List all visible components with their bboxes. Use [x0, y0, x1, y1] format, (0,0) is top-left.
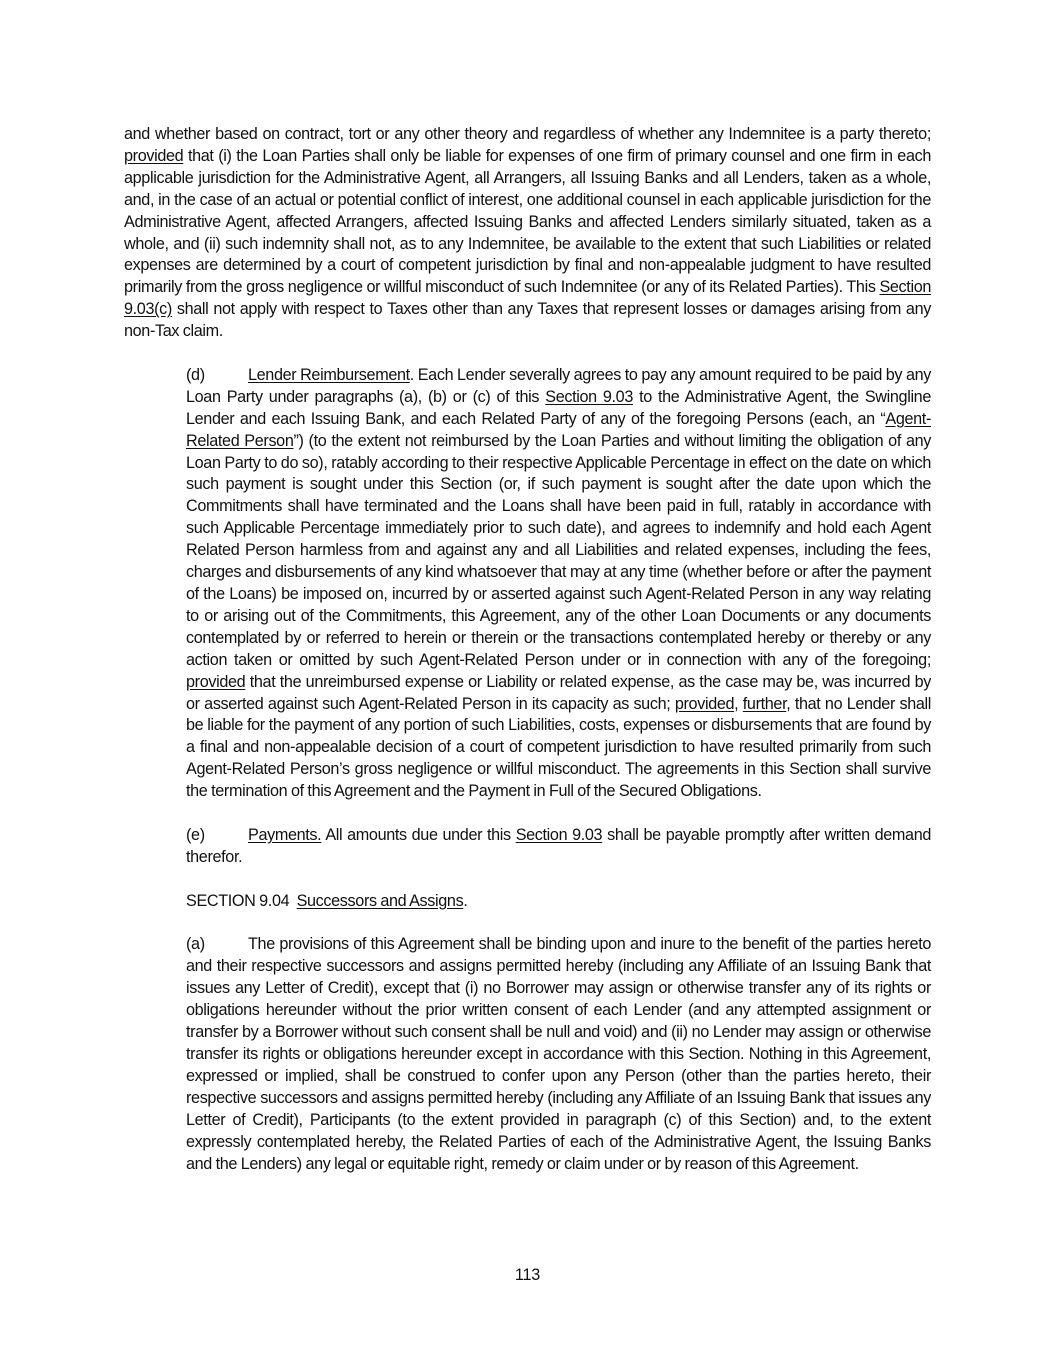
subsection-heading: Lender Reimbursement — [248, 365, 410, 384]
text-run: ”) (to the extent not reimbursed by the Loan Parties and without limiting the obligation of any Loan Party to do so), ratably according to their respective Applicable Percentage in effect on the date on which such payment is sought under this Section (or, if such payment is sought after the date upon which the Commitments shall have terminated and the Loans shall have been paid in full, ratably in accordance with such Applicable Percentage immediately prior to such date), and agrees to indemnify and hold each Agent Related Person harmless from and against any and all Liabilities and related expenses, including the fees, charges and disbursements of any kind whatsoever that may at any time (whether before or after the payment of the Loans) be imposed on, incurred by or asserted against such Agent-Related Person in any way relating to or arising out of the Commitments, this Agreement, any of the other Loan Documents or any documents contemplated by or referred to herein or therein or the transactions contemplated hereby or thereby or any action taken or omitted by such Agent-Related Person under or in connection with any of the foregoing; — [186, 431, 931, 669]
text-run: shall not apply with respect to Taxes other than any Taxes that represent losses or damages arising from any non-Tax claim. — [124, 300, 931, 341]
paragraph-d — [124, 365, 931, 803]
text-run: The provisions of this Agreement shall be binding upon and inure to the benefit of the parties hereto and their respective successors and assigns permitted hereby (including any Affiliate of an Issuing Bank that issues any Letter of Credit), except that (i) no Borrower may assign or otherwise transfer any of its rights or obligations hereunder without the prior written consent of each Lender (and any attempted assignment or transfer by a Borrower without such consent shall be null and void) and (ii) no Lender may assign or otherwise transfer its rights or obligations hereunder except in accordance with this Section. Nothing in this Agreement, expressed or implied, shall be construed to confer upon any Person (other than the parties hereto, their respective successors and assigns permitted hereby (including any Affiliate of an Issuing Bank that issues any Letter of Credit), Participants (to the extent provided in paragraph (c) of this Section) and, to the extent expressly contemplated hereby, the Related Parties of each of the Administrative Agent, the Issuing Banks and the Lenders) any legal or equitable right, remedy or claim under or by reason of this Agreement. — [186, 935, 931, 1173]
section-reference: Section 9.03(c) — [124, 278, 931, 319]
text-run: , — [734, 694, 743, 713]
subsection-heading: Payments. — [248, 825, 322, 844]
text-run: . — [463, 891, 468, 910]
document-page — [124, 124, 931, 1175]
spacer — [124, 869, 931, 891]
text-run: that the unreimbursed expense or Liability or related expense, as the case may be, was incurred by or asserted against such Agent-Related Person in its capacity as such; — [186, 672, 931, 713]
text-run: . Each Lender severally agrees to pay any amount required to be paid by any Loan Party under paragraphs (a), (b) or (c) of this — [186, 365, 931, 406]
paragraph-c-continuation — [124, 124, 931, 343]
subsection-label: (a) — [186, 935, 205, 954]
text-run: , that no Lender shall be liable for the payment of any portion of such Liabilities, costs, expenses or disbursements that are found by a final and non-appealable decision of a court of competent jurisdiction to have resulted primarily from such Agent-Related Person’s gross negligence or willful misconduct. The agreements in this Section shall survive the termination of this Agreement and the Payment in Full of the Secured Obligations. — [186, 694, 932, 801]
section-title: Successors and Assigns — [296, 891, 464, 910]
defined-term: Agent-Related Person — [186, 409, 931, 450]
subsection-label: (d) — [186, 365, 205, 384]
section-reference: Section 9.03 — [515, 825, 603, 844]
section-reference: Section 9.03 — [545, 387, 633, 406]
spacer — [124, 913, 931, 935]
further-term: further — [742, 694, 787, 713]
spacer — [124, 803, 931, 825]
section-number: SECTION 9.04 — [186, 891, 297, 910]
page-number: 113 — [514, 1266, 541, 1284]
text-run: shall be payable promptly after written demand therefor. — [186, 825, 932, 866]
subsection-label: (e) — [186, 825, 205, 844]
text-run: that (i) the Loan Parties shall only be liable for expenses of one firm of primary counsel and one firm in each applicable jurisdiction for the Administrative Agent, all Arrangers, all Issuing Banks and all Lenders, taken as a whole, and, in the case of an actual or potential conflict of interest, one additional counsel in each applicable jurisdiction for the Administrative Agent, affected Arrangers, affected Issuing Banks and affected Lenders similarly situated, taken as a whole, and (ii) such indemnity shall not, as to any Indemnitee, be available to the extent that such Liabilities or related expenses are determined by a court of competent jurisdiction by final and non-appealable judgment to have resulted primarily from the gross negligence or willful misconduct of such Indemnitee (or any of its Related Parties). This — [124, 146, 931, 297]
provided-term: provided — [186, 672, 246, 691]
text-run: All amounts due under this — [321, 825, 516, 844]
section-heading — [124, 891, 931, 913]
spacer — [124, 343, 931, 365]
text-run: to the Administrative Agent, the Swingline Lender and each Issuing Bank, and each Related Party of any of the foregoing Persons (each, an “ — [186, 387, 931, 428]
text-run: and whether based on contract, tort or any other theory and regardless of whether any Indemnitee is a party thereto; — [124, 125, 931, 143]
provided-term: provided — [124, 146, 184, 165]
paragraph-e — [124, 825, 931, 869]
paragraph-a — [124, 934, 931, 1175]
provided-term: provided — [674, 694, 735, 713]
